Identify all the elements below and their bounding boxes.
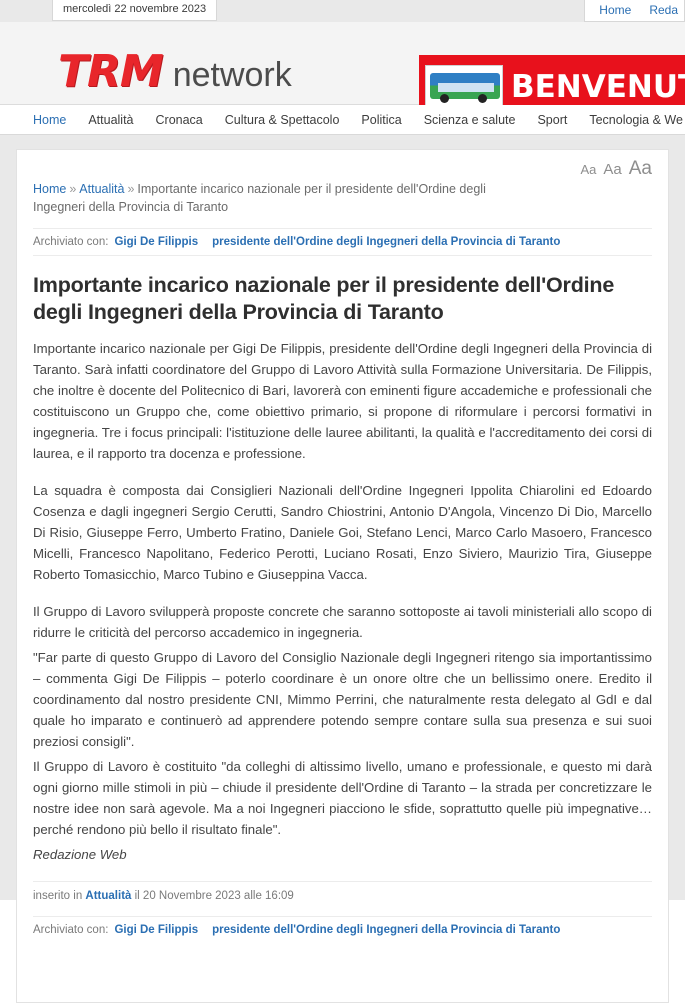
font-size-large-button[interactable]: Aa bbox=[628, 158, 652, 179]
post-meta bbox=[33, 881, 652, 902]
nav-item-label: Politica bbox=[361, 112, 402, 127]
font-size-small-button[interactable]: Aa bbox=[580, 162, 597, 177]
archived-tags-bottom bbox=[33, 916, 652, 936]
breadcrumb-separator: » bbox=[69, 182, 77, 196]
archived-tag-link[interactable]: presidente dell'Ordine degli Ingegneri della Provincia di Taranto bbox=[212, 236, 561, 248]
bus-wheel-rear-icon bbox=[478, 94, 487, 103]
breadcrumb-current: Importante incarico nazionale per il presidente dell'Ordine degli Ingegneri della Provincia di Taranto bbox=[33, 182, 486, 214]
top-menu-item-home[interactable]: Home bbox=[599, 3, 632, 17]
nav-item-home[interactable] bbox=[22, 105, 77, 134]
top-bar bbox=[0, 0, 685, 22]
article-body bbox=[33, 326, 652, 865]
nav-item-label: Cultura & Spettacolo bbox=[224, 112, 340, 127]
nav-item-label: Scienza e salute bbox=[423, 112, 516, 127]
nav-item-label: Tecnologia & We bbox=[589, 112, 683, 127]
logo-secondary-text: network bbox=[172, 56, 292, 94]
archived-tag-link[interactable]: Gigi De Filippis bbox=[114, 236, 199, 248]
site-logo[interactable] bbox=[58, 46, 292, 97]
nav-item-attualita[interactable] bbox=[77, 105, 144, 134]
top-menu-item-redazione[interactable]: Reda bbox=[649, 3, 678, 17]
article-signature: Redazione Web bbox=[33, 847, 127, 862]
font-size-controls bbox=[580, 158, 652, 180]
archived-tag-link[interactable]: Gigi De Filippis bbox=[114, 924, 199, 936]
nav-item-cultura-spettacolo[interactable] bbox=[214, 105, 351, 134]
nav-item-politica[interactable] bbox=[350, 105, 412, 134]
nav-item-scienza-salute[interactable] bbox=[413, 105, 527, 134]
article-card bbox=[16, 149, 669, 1003]
post-meta-category-link[interactable]: Attualità bbox=[85, 890, 132, 902]
masthead bbox=[0, 22, 699, 105]
nav-item-sport[interactable] bbox=[526, 105, 578, 134]
breadcrumb-home-link[interactable]: Home bbox=[33, 182, 67, 196]
archived-label: Archiviato con: bbox=[33, 924, 109, 936]
bus-wheel-front-icon bbox=[440, 94, 449, 103]
breadcrumb-section-link[interactable]: Attualità bbox=[79, 182, 125, 196]
bus-window-shape bbox=[438, 83, 494, 92]
main-navigation bbox=[0, 105, 685, 135]
banner-headline: BENVENUT bbox=[511, 69, 699, 105]
archived-tags-top bbox=[33, 228, 652, 256]
font-size-medium-button[interactable]: Aa bbox=[603, 161, 622, 178]
page-title: Importante incarico nazionale per il presidente dell'Ordine degli Ingegneri della Provincia di Taranto bbox=[33, 273, 615, 324]
breadcrumb-separator: » bbox=[127, 182, 135, 196]
archived-label: Archiviato con: bbox=[33, 236, 109, 248]
top-utility-menu bbox=[584, 0, 685, 22]
nav-item-label: Sport bbox=[537, 112, 568, 127]
nav-item-label: Attualità bbox=[88, 112, 134, 127]
article-paragraph: La squadra è composta dai Consiglieri Nazionali dell'Ordine Ingegneri Ippolita Chiarolini ed Edoardo Cosenza e dagli ingegneri Sergio Cerutti, Sandro Chiostrini, Antonio D'Angola, Vincenzo Di Dio, Marcello Di Risio, Giuseppe Ferro, Umberto Fratino, Daniele Goi, Stefano Lenci, Marco Carlo Masoero, Francesco Micelli, Francesco Napolitano, Federico Perotti, Luciano Rosati, Enzo Siviero, Maurizio Tira, Giuseppe Roberto Tomasicchio, Marco Tubino e Giuseppina Vacca. bbox=[33, 483, 652, 582]
archived-tag-link[interactable]: presidente dell'Ordine degli Ingegneri della Provincia di Taranto bbox=[212, 924, 561, 936]
bus-image bbox=[425, 65, 503, 109]
article-paragraph: Il Gruppo di Lavoro è costituito "da colleghi di altissimo livello, umano e professionale, e questo mi darà ogni giorno mille stimoli in più – chiude il presidente dell'Ordine di Taranto – la strada per concretizzare le nostre idee non sarà agevole. Ma a noi Ingegneri piacciono le sfide, soprattutto quelle più impegnative… perché rendono più bello il risultato finale". bbox=[33, 759, 652, 837]
logo-primary-text: TRM bbox=[58, 46, 163, 97]
nav-item-label: Cronaca bbox=[155, 112, 203, 127]
nav-item-cronaca[interactable] bbox=[145, 105, 214, 134]
post-meta-prefix: inserito in bbox=[33, 890, 83, 902]
breadcrumb bbox=[17, 150, 557, 216]
article-paragraph: "Far parte di questo Gruppo di Lavoro del Consiglio Nazionale degli Ingegneri ritengo sia importantissimo – commenta Gigi De Filippis – poterlo coordinare è un onore oltre che un bellissimo onere. Eredito il coordinamento dal nostro presidente CNI, Mimmo Perrini, che naturalmente resta delegato al GdI e dal quale ho imparato e continuerò ad apprendere potendo sempre contare sulla sua presenza e sui suoi preziosi consigli". bbox=[33, 650, 652, 749]
nav-item-tecnologia-web[interactable] bbox=[578, 105, 694, 134]
post-meta-date: il 20 Novembre 2023 alle 16:09 bbox=[134, 890, 294, 902]
article-paragraph: Importante incarico nazionale per Gigi De Filippis, presidente dell'Ordine degli Ingegneri della Provincia di Taranto. Sarà infatti coordinatore del Gruppo di Lavoro Attività sulla Formazione Universitaria. De Filippis, che inoltre è docente del Politecnico di Bari, lavorerà con eminenti figure accademiche e professionali che costituiscono un Gruppo che, come obiettivo primario, si propone di riformulare i percorsi formativi in ingegneria. Tre i focus principali: l'istituzione delle lauree abilitanti, la qualità e l'accreditamento dei corsi di laurea, e il rapporto tra docenza e professione. bbox=[33, 341, 652, 461]
nav-item-label: Home bbox=[33, 112, 67, 127]
article-paragraph: Il Gruppo di Lavoro svilupperà proposte concrete che saranno sottoposte ai tavoli ministeriali allo scopo di ridurre le criticità del percorso accademico in ingegneria. bbox=[33, 604, 652, 640]
current-date: mercoledì 22 novembre 2023 bbox=[52, 0, 217, 21]
